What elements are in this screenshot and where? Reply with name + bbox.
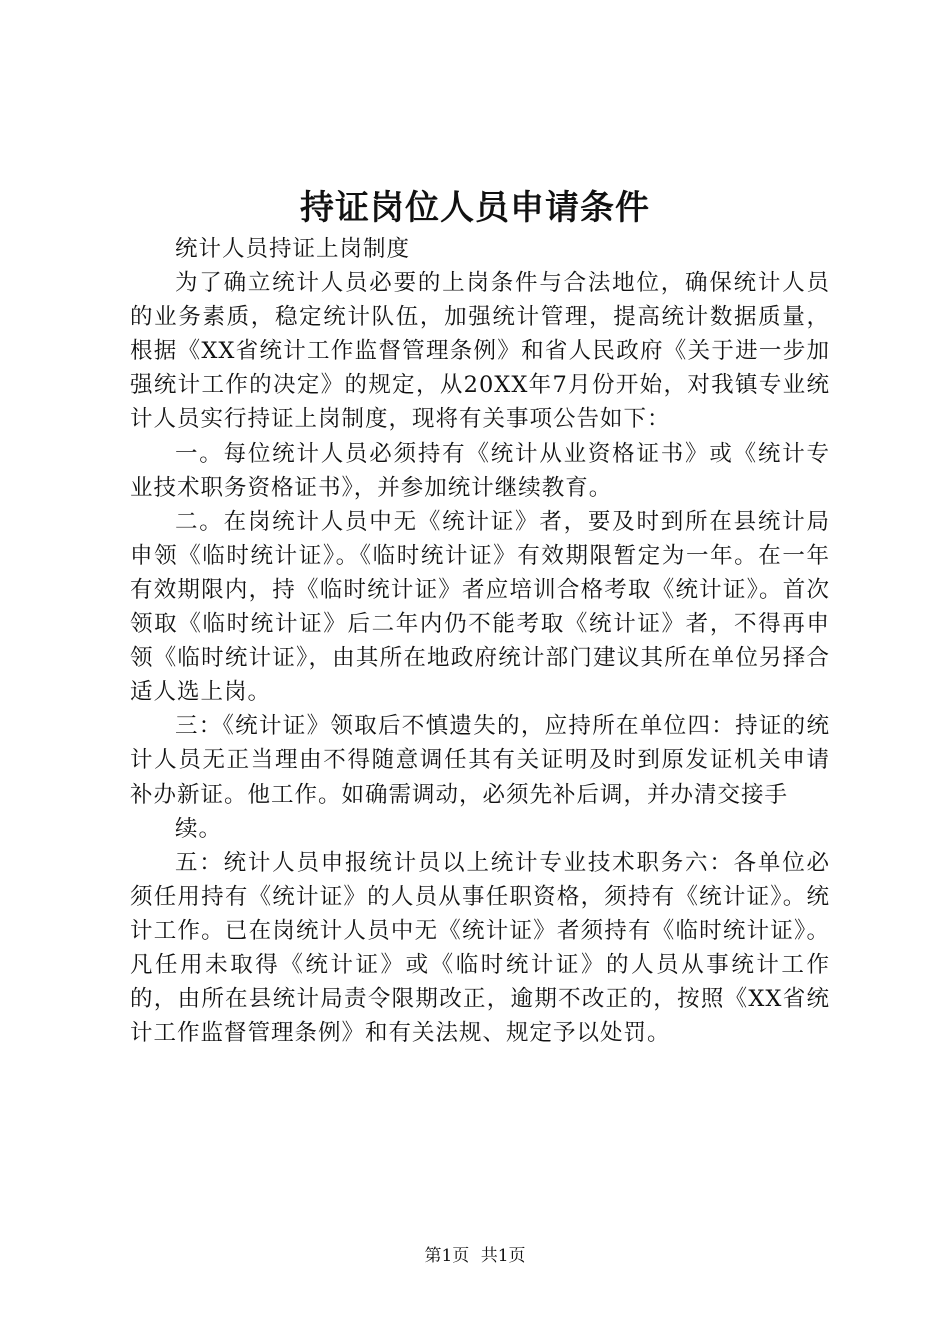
paragraph-intro: 为了确立统计人员必要的上岗条件与合法地位，确保统计人员的业务素质，稳定统计队伍，加强统计管理，提高统计数据质量，根据《XX省统计工作监督管理条例》和省人民政府《关于进一步加强统计工作的决定》的规定，从20XX年7月份开始，对我镇专业统计人员实行持证上岗制度，现将有关事项公告如下：: [130, 270, 830, 433]
paragraph-item-2: 二。在岗统计人员中无《统计证》者，要及时到所在县统计局申领《临时统计证》。《临时统计证》有效期限暂定为一年。在一年有效期限内，持《临时统计证》者应培训合格考取《统计证》。首次领取《临时统计证》后二年内仍不能考取《统计证》者，不得再申领《临时统计证》，由其所在地政府统计部门建议其所在单位另择合适人选上岗。: [130, 508, 830, 706]
document-body: [130, 232, 830, 1050]
paragraph-item-5: 五：统计人员申报统计员以上统计专业技术职务六：各单位必须任用持有《统计证》的人员从事任职资格，须持有《统计证》。统计工作。已在岗统计人员中无《统计证》者须持有《临时统计证》。凡任用未取得《统计证》或《临时统计证》的人员从事统计工作的，由所在县统计局责令限期改正，逾期不改正的，按照《XX省统计工作监督管理条例》和有关法规、规定予以处罚。: [130, 849, 830, 1047]
paragraph-item-3-continued: 续。: [175, 815, 223, 842]
page-number: 第1页: [424, 1246, 470, 1266]
page-total: 共1页: [480, 1246, 526, 1266]
paragraph-item-3: 三：《统计证》领取后不慎遗失的，应持所在单位四：持证的统计人员无正当理由不得随意调任其有关证明及时到原发证机关申请补办新证。他工作。如确需调动，必须先补后调，并办清交接手: [130, 713, 830, 808]
paragraph-subtitle: 统计人员持证上岗制度: [175, 236, 411, 262]
paragraph-item-1: 一。每位统计人员必须持有《统计从业资格证书》或《统计专业技术职务资格证书》，并参加统计继续教育。: [130, 440, 830, 501]
document-title: 持证岗位人员申请条件: [300, 188, 650, 228]
page-footer: [0, 1244, 950, 1268]
